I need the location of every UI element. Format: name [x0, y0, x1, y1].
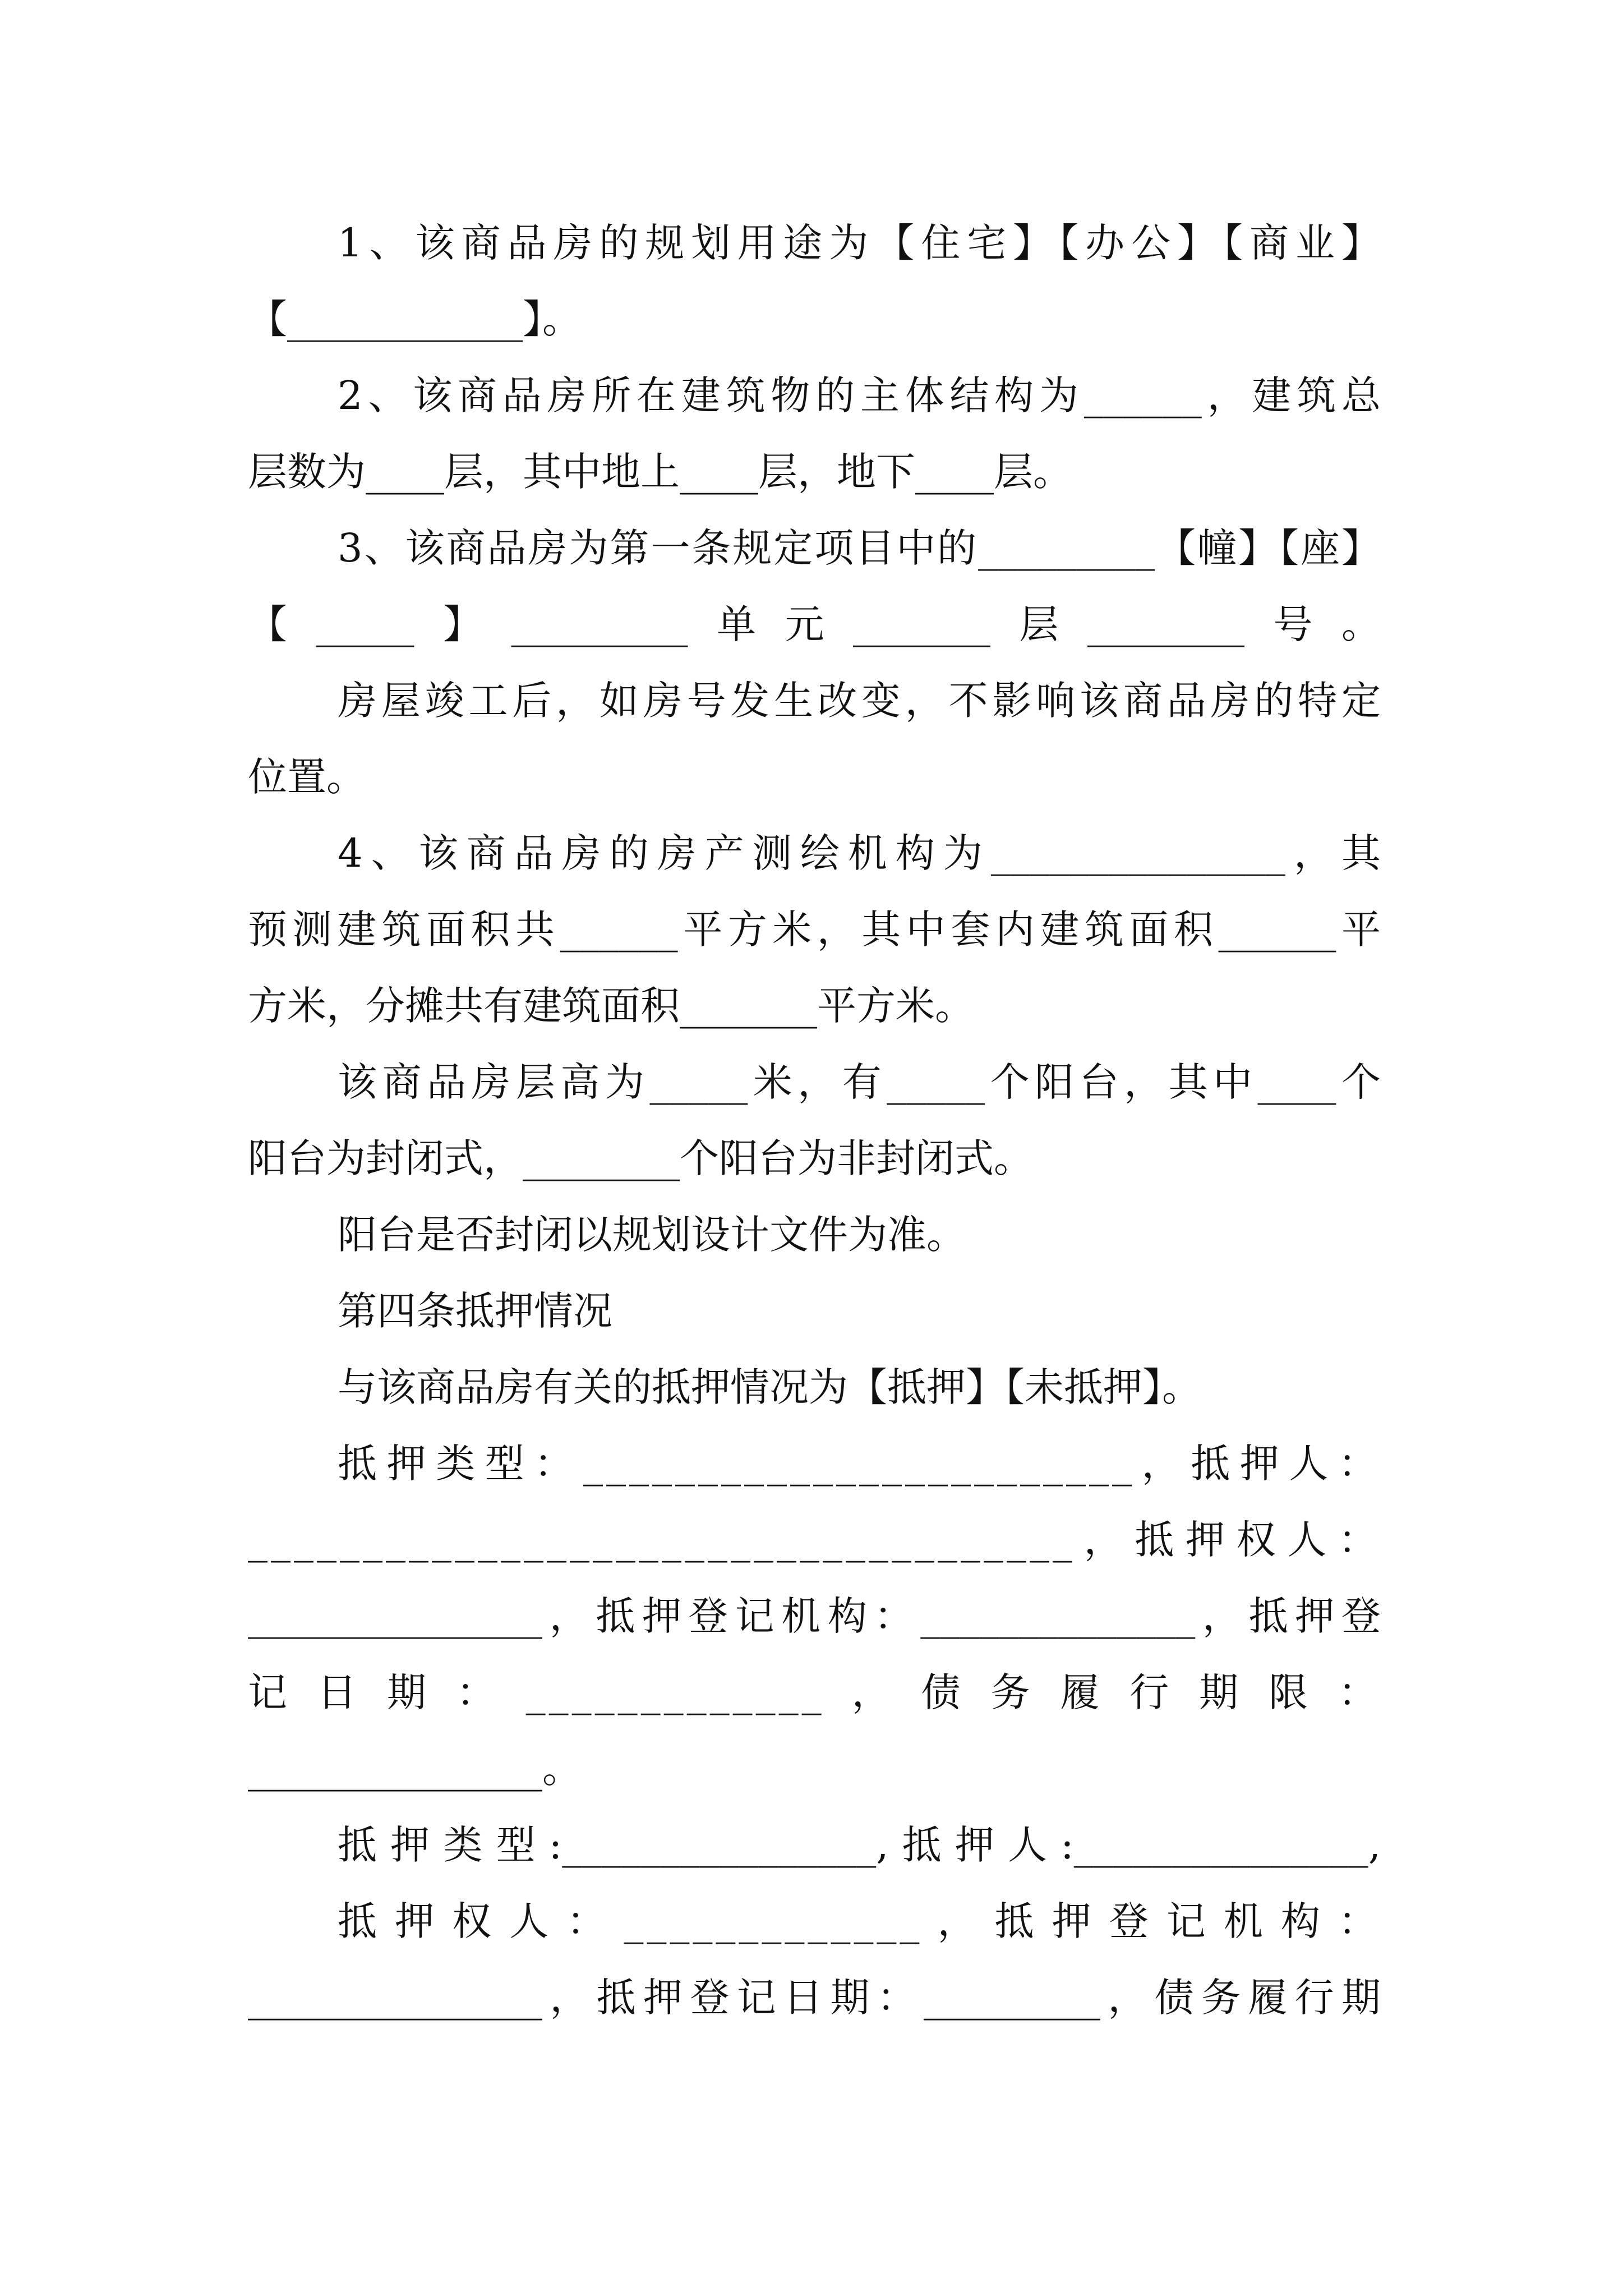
text-line-21: _______________。 — [248, 1746, 582, 1792]
text-line-1: 1、该商品房的规划用途为【住宅】【办公】【商业】 — [338, 220, 1381, 266]
text-line-11: 方米，分摊共有建筑面积_______平方米。 — [248, 983, 974, 1029]
text-line-13: 阳台为封闭式，________个阳台为非封闭式。 — [248, 1135, 1033, 1181]
text-line-9: 4、该商品房的房产测绘机构为_______________，其 — [338, 830, 1381, 876]
section-heading: 第四条抵押情况 — [338, 1288, 612, 1334]
text-line-20: 记日期：_____________，债务履行期限： — [248, 1669, 1381, 1715]
text-line-14: 阳台是否封闭以规划设计文件为准。 — [338, 1212, 966, 1258]
text-line-23: 抵押权人：_____________，抵押登记机构： — [338, 1898, 1381, 1944]
text-line-5: 3、该商品房为第一条规定项目中的_________【幢】【座】 — [338, 525, 1381, 571]
text-line-2: 【____________】。 — [248, 296, 582, 342]
text-line-16: 与该商品房有关的抵押情况为【抵押】【未抵押】。 — [338, 1364, 1201, 1410]
text-line-22: 抵押类型:________________,抵押人:_______________, — [338, 1822, 1381, 1868]
text-line-8: 位置。 — [248, 754, 366, 800]
text-line-3: 2、该商品房所在建筑物的主体结构为______，建筑总 — [338, 372, 1381, 418]
text-line-19: _______________，抵押登记机构：______________，抵押登 — [248, 1593, 1381, 1639]
text-line-17: 抵押类型：________________________，抵押人： — [338, 1441, 1381, 1487]
text-line-6: 【_____】_________单元_______层________号。 — [248, 601, 1381, 647]
text-line-10: 预测建筑面积共______平方米，其中套内建筑面积______平 — [248, 907, 1381, 953]
text-line-4: 层数为____层，其中地上____层，地下____层。 — [248, 449, 1072, 495]
text-line-24: _______________，抵押登记日期：_________，债务履行期 — [248, 1975, 1381, 2021]
text-line-7: 房屋竣工后，如房号发生改变，不影响该商品房的特定 — [338, 678, 1381, 724]
text-line-12: 该商品房层高为_____米，有_____个阳台，其中____个 — [338, 1059, 1381, 1105]
text-line-18: ____________________________________，抵押权人： — [248, 1517, 1381, 1563]
